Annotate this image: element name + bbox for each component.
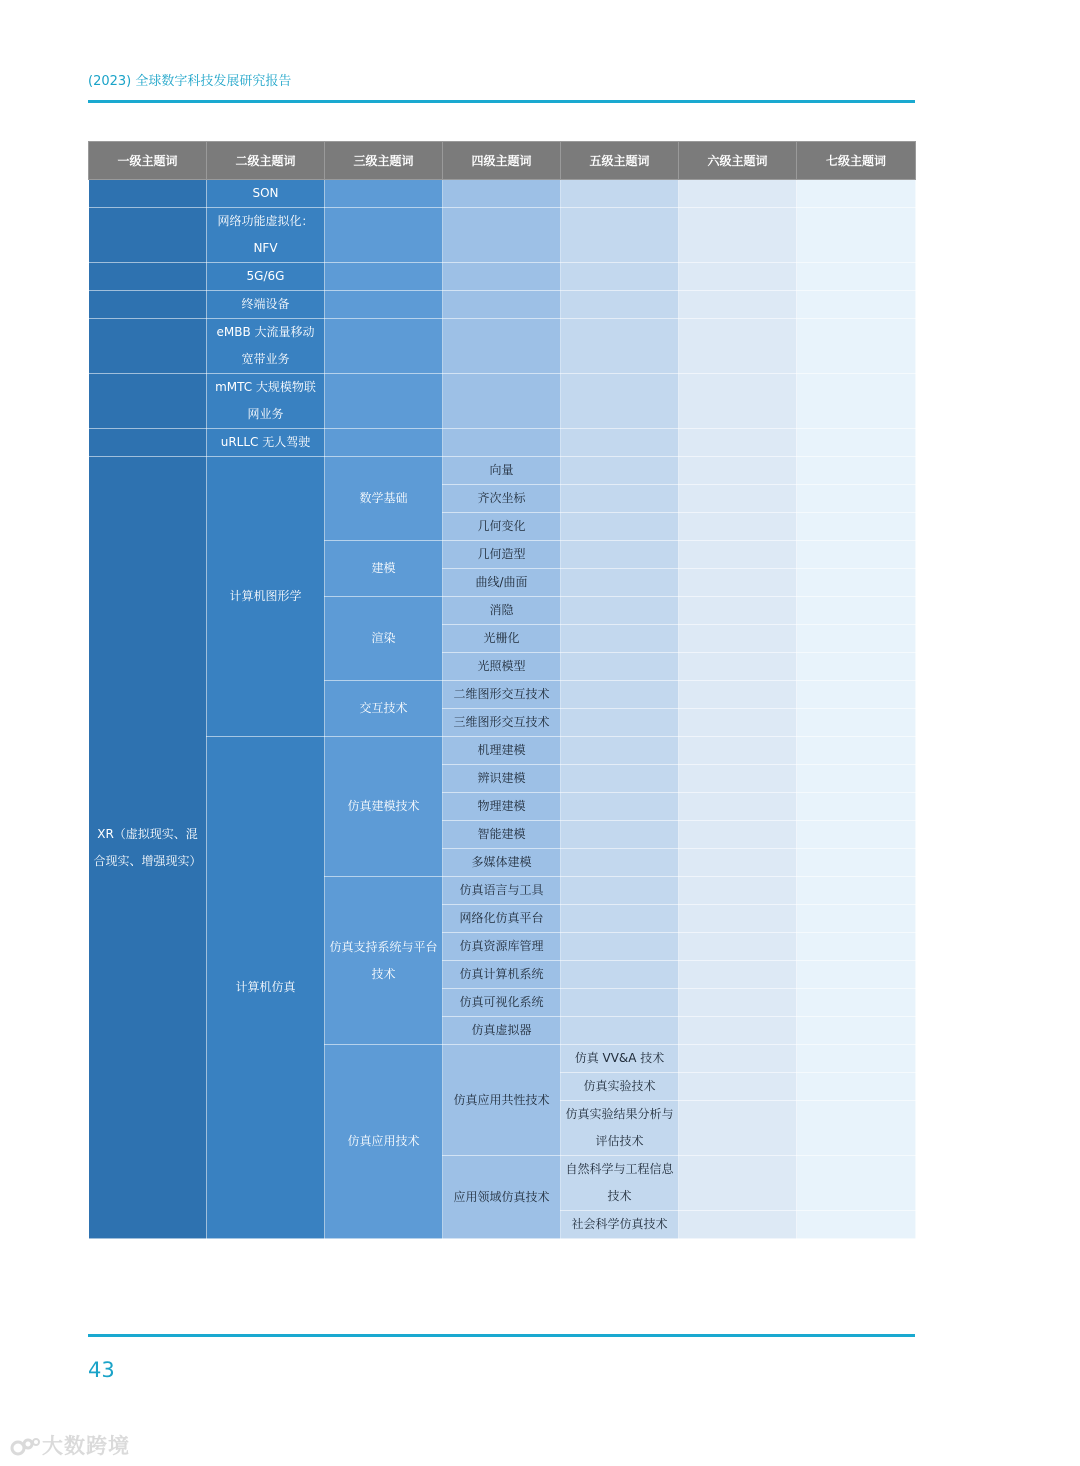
table-row	[89, 263, 916, 291]
level4-topic: 机理建模	[443, 737, 561, 765]
table-cell	[797, 263, 916, 291]
table-cell: uRLLC 无人驾驶	[207, 429, 325, 457]
table-cell	[561, 569, 679, 597]
table-cell	[561, 319, 679, 374]
table-cell	[561, 653, 679, 681]
running-header: (2023) 全球数字科技发展研究报告	[88, 74, 292, 89]
level4-topic: 应用领域仿真技术	[443, 1156, 561, 1239]
level4-topic: 仿真语言与工具	[443, 877, 561, 905]
table-cell	[797, 737, 916, 765]
table-cell	[679, 180, 797, 208]
table-cell	[797, 180, 916, 208]
table-cell	[679, 1101, 797, 1156]
level4-topic: 三维图形交互技术	[443, 709, 561, 737]
table-cell	[561, 989, 679, 1017]
table-cell	[561, 485, 679, 513]
table-cell	[679, 625, 797, 653]
table-cell	[797, 849, 916, 877]
table-cell	[797, 541, 916, 569]
table-cell	[797, 709, 916, 737]
table-row	[89, 319, 916, 374]
table-cell	[561, 457, 679, 485]
table-cell	[797, 821, 916, 849]
table-row	[89, 429, 916, 457]
table-cell	[797, 597, 916, 625]
table-cell	[679, 429, 797, 457]
table-cell	[797, 961, 916, 989]
table-cell	[679, 263, 797, 291]
table-cell: eMBB 大流量移动宽带业务	[207, 319, 325, 374]
table-cell	[443, 291, 561, 319]
table-cell	[679, 319, 797, 374]
table-cell	[89, 429, 207, 457]
footer-rule	[88, 1334, 915, 1337]
table-cell	[679, 793, 797, 821]
table-cell	[797, 374, 916, 429]
table-cell	[561, 180, 679, 208]
table-cell	[561, 793, 679, 821]
table-cell	[561, 681, 679, 709]
table-row	[89, 180, 916, 208]
table-cell	[679, 374, 797, 429]
level5-topic: 仿真实验技术	[561, 1073, 679, 1101]
table-cell	[561, 374, 679, 429]
table-cell	[679, 569, 797, 597]
level3-topic: 仿真建模技术	[325, 737, 443, 877]
table-cell	[325, 374, 443, 429]
level4-topic: 光栅化	[443, 625, 561, 653]
table-cell	[797, 625, 916, 653]
topic-hierarchy-table	[88, 141, 916, 1239]
table-row	[89, 374, 916, 429]
table-cell	[797, 1017, 916, 1045]
level4-topic: 向量	[443, 457, 561, 485]
table-cell	[679, 681, 797, 709]
level2-topic: 计算机图形学	[207, 457, 325, 737]
table-cell	[797, 485, 916, 513]
table-cell	[797, 457, 916, 485]
table-cell	[797, 1211, 916, 1239]
level4-topic: 仿真虚拟器	[443, 1017, 561, 1045]
table-cell	[797, 989, 916, 1017]
table-cell	[797, 793, 916, 821]
level4-topic: 智能建模	[443, 821, 561, 849]
table-cell	[325, 180, 443, 208]
table-cell	[679, 933, 797, 961]
table-cell	[443, 263, 561, 291]
table-cell	[443, 180, 561, 208]
table-row	[89, 457, 916, 485]
table-cell	[443, 208, 561, 263]
column-header: 二级主题词	[207, 142, 325, 180]
table-cell	[89, 374, 207, 429]
table-cell	[679, 737, 797, 765]
level4-topic: 多媒体建模	[443, 849, 561, 877]
table-cell	[679, 877, 797, 905]
table-cell	[561, 933, 679, 961]
table-cell	[561, 541, 679, 569]
table-cell	[89, 319, 207, 374]
table-cell	[797, 933, 916, 961]
table-cell	[797, 1156, 916, 1211]
level4-topic: 仿真计算机系统	[443, 961, 561, 989]
page-number: 43	[88, 1358, 115, 1382]
table-cell	[797, 765, 916, 793]
level1-topic: XR（虚拟现实、混合现实、增强现实）	[89, 457, 207, 1239]
table-row	[89, 737, 916, 765]
level4-topic: 消隐	[443, 597, 561, 625]
table-cell	[443, 429, 561, 457]
table-cell	[561, 849, 679, 877]
table-cell	[679, 291, 797, 319]
table-cell: 5G/6G	[207, 263, 325, 291]
watermark-logo-icon	[10, 1436, 40, 1458]
table-cell	[679, 905, 797, 933]
level4-topic: 二维图形交互技术	[443, 681, 561, 709]
table-cell	[561, 765, 679, 793]
table-cell	[797, 569, 916, 597]
level4-topic: 光照模型	[443, 653, 561, 681]
table-cell	[679, 821, 797, 849]
table-cell	[89, 180, 207, 208]
table-cell: mMTC 大规模物联网业务	[207, 374, 325, 429]
table-cell	[325, 208, 443, 263]
level4-topic: 辨识建模	[443, 765, 561, 793]
level4-topic: 齐次坐标	[443, 485, 561, 513]
table-cell	[561, 905, 679, 933]
table-cell	[797, 1073, 916, 1101]
table-cell	[679, 1073, 797, 1101]
level4-topic: 曲线/曲面	[443, 569, 561, 597]
table-cell	[561, 709, 679, 737]
table-cell	[561, 597, 679, 625]
table-cell	[89, 291, 207, 319]
table-cell	[797, 1045, 916, 1073]
table-cell	[325, 263, 443, 291]
table-cell	[797, 208, 916, 263]
level3-topic: 仿真应用技术	[325, 1045, 443, 1239]
level5-topic: 仿真 VV&A 技术	[561, 1045, 679, 1073]
column-header: 四级主题词	[443, 142, 561, 180]
table-cell: SON	[207, 180, 325, 208]
table-cell	[797, 319, 916, 374]
level3-topic: 渲染	[325, 597, 443, 681]
table-cell	[797, 1101, 916, 1156]
table-cell	[561, 1017, 679, 1045]
column-header: 五级主题词	[561, 142, 679, 180]
table-cell	[89, 263, 207, 291]
table-cell	[679, 765, 797, 793]
level5-topic: 社会科学仿真技术	[561, 1211, 679, 1239]
table-cell	[679, 1211, 797, 1239]
table-header-row	[89, 142, 916, 180]
table-cell	[797, 429, 916, 457]
table-cell	[561, 737, 679, 765]
table-row	[89, 208, 916, 263]
table-cell	[797, 513, 916, 541]
level3-topic: 数学基础	[325, 457, 443, 541]
table-cell	[679, 208, 797, 263]
table-cell	[561, 877, 679, 905]
watermark-text: 大数跨境	[42, 1434, 130, 1458]
table-cell	[561, 821, 679, 849]
level3-topic: 仿真支持系统与平台技术	[325, 877, 443, 1045]
level3-topic: 建模	[325, 541, 443, 597]
table-cell	[679, 989, 797, 1017]
column-header: 六级主题词	[679, 142, 797, 180]
table-cell	[89, 208, 207, 263]
table-cell	[679, 1017, 797, 1045]
table-cell	[679, 1045, 797, 1073]
table-cell: 终端设备	[207, 291, 325, 319]
table-cell	[679, 457, 797, 485]
column-header: 七级主题词	[797, 142, 916, 180]
table-cell	[561, 429, 679, 457]
table-cell	[561, 625, 679, 653]
level4-topic: 网络化仿真平台	[443, 905, 561, 933]
column-header: 三级主题词	[325, 142, 443, 180]
table-cell	[797, 291, 916, 319]
table-cell	[679, 961, 797, 989]
table-cell	[325, 291, 443, 319]
table-cell	[679, 849, 797, 877]
table-cell	[797, 877, 916, 905]
level2-topic: 计算机仿真	[207, 737, 325, 1239]
table-cell: 网络功能虚拟化：NFV	[207, 208, 325, 263]
table-cell	[679, 1156, 797, 1211]
level5-topic: 自然科学与工程信息技术	[561, 1156, 679, 1211]
table-cell	[679, 513, 797, 541]
table-cell	[443, 374, 561, 429]
level4-topic: 几何造型	[443, 541, 561, 569]
table-cell	[797, 681, 916, 709]
table-cell	[797, 653, 916, 681]
table-cell	[325, 429, 443, 457]
watermark	[10, 1430, 130, 1460]
level4-topic: 物理建模	[443, 793, 561, 821]
level4-topic: 几何变化	[443, 513, 561, 541]
table-cell	[797, 905, 916, 933]
level3-topic: 交互技术	[325, 681, 443, 737]
level4-topic: 仿真可视化系统	[443, 989, 561, 1017]
table-cell	[561, 263, 679, 291]
header-rule	[88, 100, 915, 103]
table-cell	[679, 485, 797, 513]
table-cell	[679, 709, 797, 737]
table-cell	[561, 291, 679, 319]
table-cell	[679, 597, 797, 625]
table-cell	[443, 319, 561, 374]
level5-topic: 仿真实验结果分析与评估技术	[561, 1101, 679, 1156]
table-row	[89, 291, 916, 319]
table-cell	[561, 961, 679, 989]
level4-topic: 仿真应用共性技术	[443, 1045, 561, 1156]
level4-topic: 仿真资源库管理	[443, 933, 561, 961]
column-header: 一级主题词	[89, 142, 207, 180]
table-cell	[561, 513, 679, 541]
table-cell	[679, 541, 797, 569]
table-cell	[561, 208, 679, 263]
table-cell	[325, 319, 443, 374]
table-cell	[679, 653, 797, 681]
